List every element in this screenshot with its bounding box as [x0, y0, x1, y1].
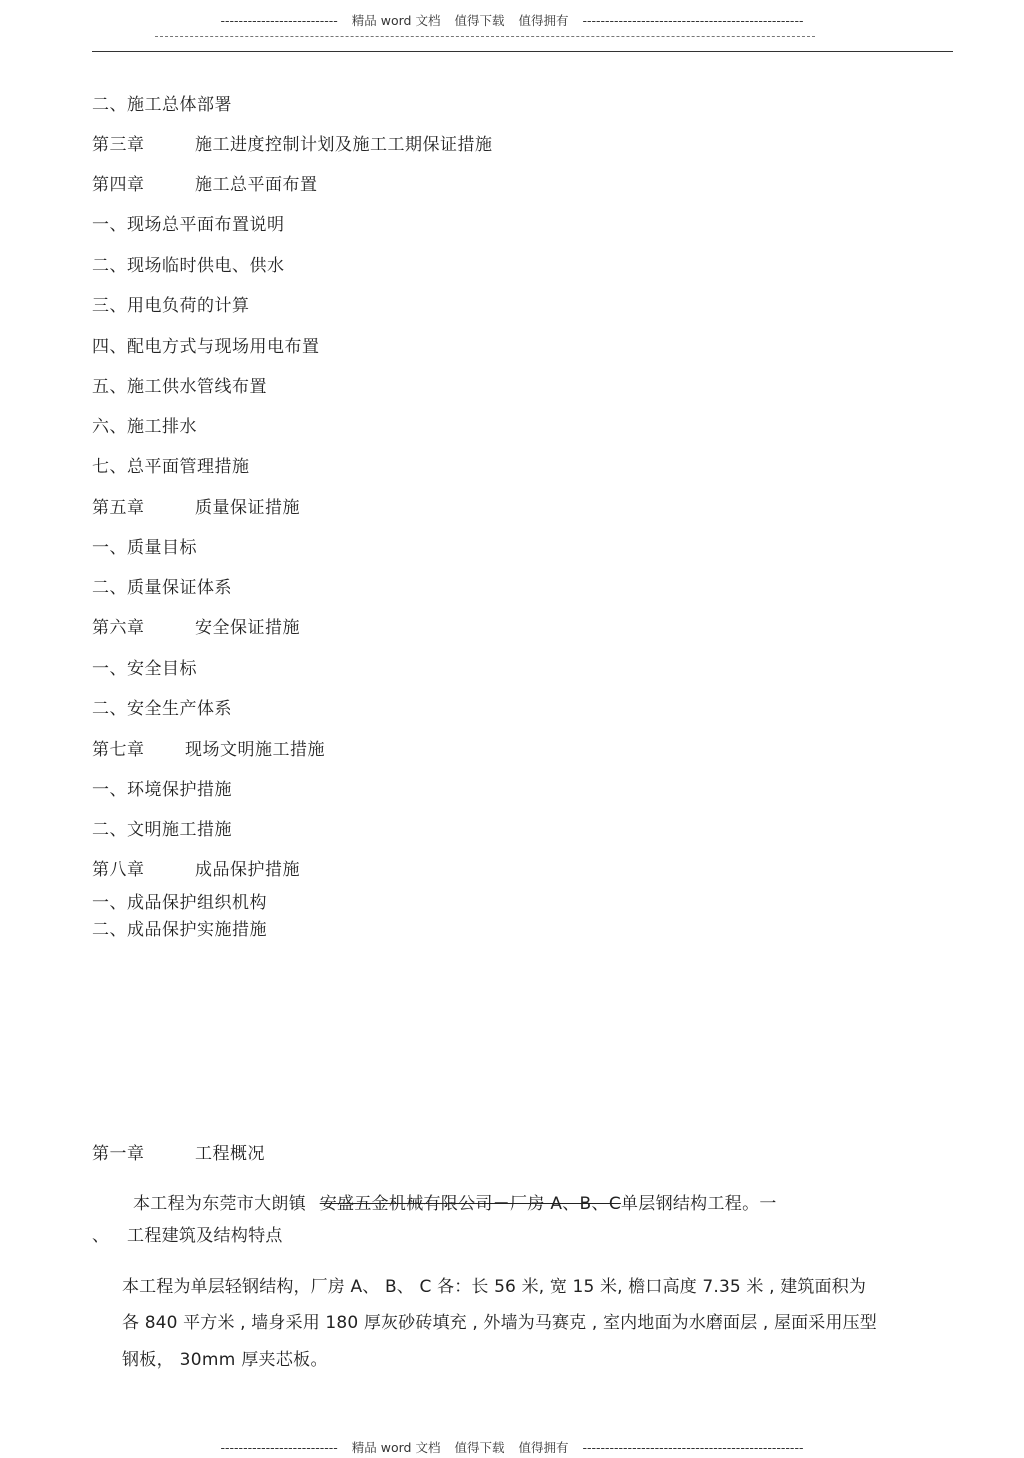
toc-chapter [92, 175, 318, 195]
toc-chapter-title: 质量保证措施 [195, 498, 300, 518]
chapter-number: 第一章 [92, 1144, 145, 1164]
toc-item: 二、现场临时供电、供水 [92, 256, 285, 276]
toc-item: 二、文明施工措施 [92, 820, 232, 840]
struck-company-name: 安盛五金机械有限公司－厂房 A、B、C [319, 1194, 621, 1214]
toc-chapter-number: 第三章 [92, 135, 145, 155]
toc-item: 二、成品保护实施措施 [92, 920, 267, 940]
footer-own-label: 值得拥有 [518, 1440, 569, 1455]
footer-dash-right: ------------------------------------------------- [582, 1440, 804, 1455]
toc-chapter-number: 第七章 [92, 740, 145, 760]
toc-chapter [92, 860, 300, 880]
intro-paragraph [133, 1189, 777, 1214]
toc-item: 一、质量目标 [92, 538, 197, 558]
toc-item: 一、现场总平面布置说明 [92, 215, 285, 235]
page-header [0, 11, 1024, 29]
footer-dash-left: -------------------------- [220, 1440, 338, 1455]
footer-doc-label: 精品 word 文档 [351, 1440, 441, 1455]
header-dashed-divider [155, 36, 815, 37]
toc-item: 二、安全生产体系 [92, 699, 232, 719]
toc-chapter-number: 第四章 [92, 175, 145, 195]
toc-item: 二、施工总体部署 [92, 95, 232, 115]
header-download-label: 值得下载 [454, 13, 505, 28]
toc-chapter-title: 成品保护措施 [195, 860, 300, 880]
header-rule [92, 51, 953, 52]
chapter-title: 工程概况 [195, 1144, 265, 1164]
header-dash-left: -------------------------- [220, 13, 338, 28]
footer-download-label: 值得下载 [454, 1440, 505, 1455]
header-doc-label: 精品 word 文档 [351, 13, 441, 28]
toc-chapter [92, 740, 325, 760]
body-line: 钢板， 30mm 厚夹芯板。 [122, 1350, 328, 1370]
intro-text: 本工程为东莞市大朗镇 [133, 1194, 306, 1214]
toc-chapter-title: 安全保证措施 [195, 618, 300, 638]
toc-chapter-number: 第六章 [92, 618, 145, 638]
toc-item: 三、用电负荷的计算 [92, 296, 250, 316]
toc-chapter-number: 第五章 [92, 498, 145, 518]
intro-text-end: 单层钢结构工程。一 [620, 1194, 777, 1214]
toc-item: 六、施工排水 [92, 417, 197, 437]
header-dash-right: ------------------------------------------------- [582, 13, 804, 28]
toc-item: 一、成品保护组织机构 [92, 893, 267, 913]
toc-chapter-title: 施工进度控制计划及施工工期保证措施 [195, 135, 493, 155]
toc-item: 七、总平面管理措施 [92, 457, 250, 477]
toc-chapter-title: 现场文明施工措施 [185, 740, 325, 760]
section-mark: 、 [92, 1226, 110, 1246]
toc-item: 四、配电方式与现场用电布置 [92, 337, 320, 357]
toc-item: 一、安全目标 [92, 659, 197, 679]
page-footer [0, 1438, 1024, 1456]
toc-chapter [92, 135, 493, 155]
toc-chapter [92, 498, 300, 518]
header-own-label: 值得拥有 [518, 13, 569, 28]
toc-item: 二、质量保证体系 [92, 578, 232, 598]
toc-chapter [92, 618, 300, 638]
section-title: 工程建筑及结构特点 [127, 1226, 283, 1246]
section-heading [92, 1221, 283, 1246]
body-line: 本工程为单层轻钢结构，厂房 A、 B、 C 各：长 56 米, 宽 15 米, 檐口高度 7.35 米 , 建筑面积为 [122, 1277, 866, 1297]
chapter-heading [92, 1144, 265, 1164]
toc-chapter-number: 第八章 [92, 860, 145, 880]
toc-item: 一、环境保护措施 [92, 780, 232, 800]
toc-chapter-title: 施工总平面布置 [195, 175, 318, 195]
body-line: 各 840 平方米 , 墙身采用 180 厚灰砂砖填充 , 外墙为马赛克 , 室内地面为水磨面层 , 屋面采用压型 [122, 1313, 877, 1333]
toc-item: 五、施工供水管线布置 [92, 377, 267, 397]
